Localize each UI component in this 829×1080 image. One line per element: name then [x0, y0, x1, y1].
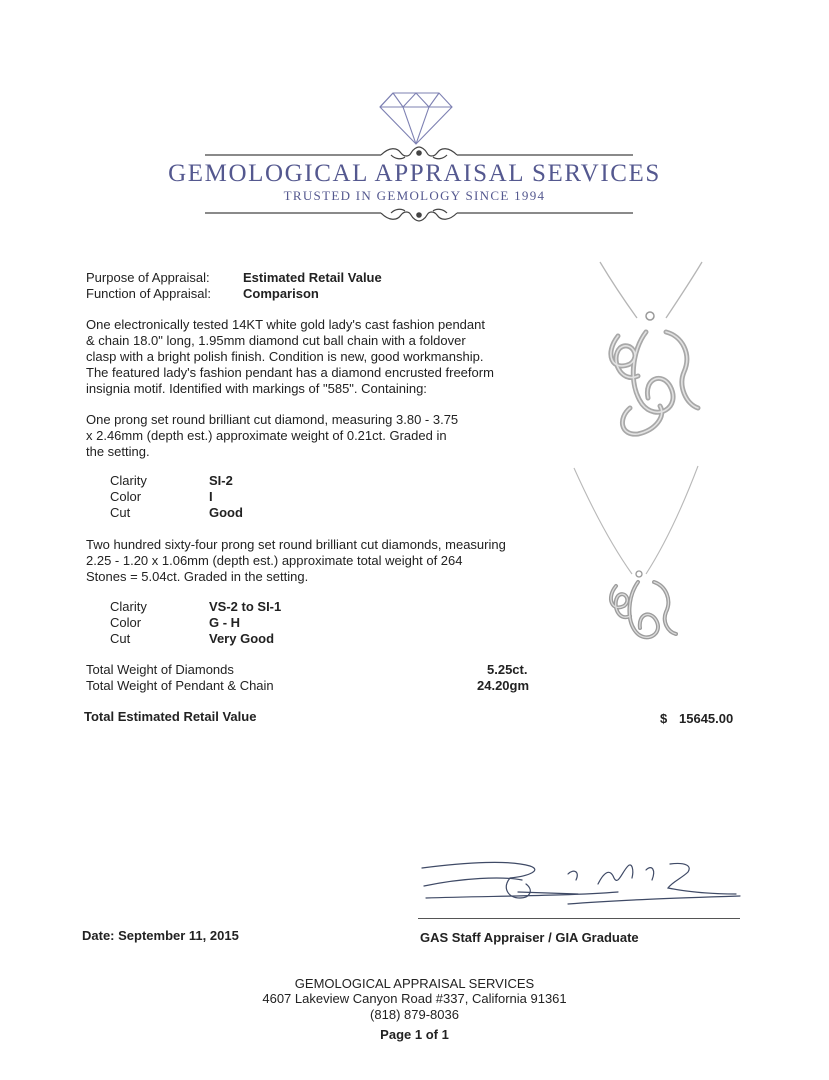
- center-clarity-label: Clarity: [110, 473, 147, 488]
- center-cut-label: Cut: [110, 505, 131, 520]
- total-diamond-weight-value: 5.25ct.: [487, 662, 528, 677]
- center-clarity-value: SI-2: [209, 473, 233, 488]
- total-diamond-weight-label: Total Weight of Diamonds: [86, 662, 234, 677]
- side-stones-description: [86, 537, 506, 585]
- description-line: One electronically tested 14KT white gold lady's cast fashion pendant: [86, 317, 485, 332]
- diamond-logo-icon: [378, 90, 454, 146]
- side-cut-label: Cut: [110, 631, 131, 646]
- function-value: Comparison: [243, 286, 319, 301]
- center-color-value: I: [209, 489, 213, 504]
- item-description: [86, 317, 494, 397]
- center-color-label: Color: [110, 489, 142, 504]
- function-label: Function of Appraisal:: [86, 286, 212, 301]
- description-line: The featured lady's fashion pendant has a diamond encrusted freeform: [86, 365, 494, 380]
- description-line: clasp with a bright polish finish. Condition is new, good workmanship.: [86, 349, 484, 364]
- company-tagline: TRUSTED IN GEMOLOGY SINCE 1994: [283, 188, 546, 203]
- pendant-photo-front: [590, 258, 705, 468]
- purpose-value: Estimated Retail Value: [243, 270, 382, 285]
- retail-value-label: Total Estimated Retail Value: [84, 709, 257, 724]
- description-line: insignia motif. Identified with markings of "585". Containing:: [86, 381, 427, 396]
- center-stone-line: One prong set round brilliant cut diamond, measuring 3.80 - 3.75: [86, 412, 459, 427]
- side-stones-line: Stones = 5.04ct. Graded in the setting.: [86, 569, 309, 584]
- footer-company: GEMOLOGICAL APPRAISAL SERVICES: [294, 976, 535, 991]
- bottom-ornament-rule: [205, 203, 633, 223]
- appraisal-date: Date: September 11, 2015: [82, 928, 239, 943]
- purpose-label: Purpose of Appraisal:: [86, 270, 210, 285]
- page-number: Page 1 of 1: [380, 1027, 449, 1042]
- pendant-photo-angle: [568, 462, 708, 662]
- side-stones-line: Two hundred sixty-four prong set round brilliant cut diamonds, measuring: [86, 537, 506, 552]
- center-stone-line: x 2.46mm (depth est.) approximate weight of 0.21ct. Graded in: [86, 428, 447, 443]
- total-pendant-weight-label: Total Weight of Pendant & Chain: [86, 678, 274, 693]
- signature-line: [418, 918, 740, 919]
- side-clarity-label: Clarity: [110, 599, 147, 614]
- total-pendant-weight-value: 24.20gm: [477, 678, 530, 693]
- company-name-title: GEMOLOGICAL APPRAISAL SERVICES: [168, 160, 661, 187]
- footer-phone: (818) 879-8036: [370, 1007, 459, 1022]
- center-stone-line: the setting.: [86, 444, 150, 459]
- retail-amount: 15645.00: [679, 711, 734, 726]
- side-color-label: Color: [110, 615, 142, 630]
- side-cut-value: Very Good: [209, 631, 275, 646]
- retail-currency: $: [660, 711, 668, 726]
- side-stones-line: 2.25 - 1.20 x 1.06mm (depth est.) approximate total weight of 264: [86, 553, 463, 568]
- description-line: & chain 18.0" long, 1.95mm diamond cut ball chain with a foldover: [86, 333, 466, 348]
- footer-address: 4607 Lakeview Canyon Road #337, California 91361: [262, 991, 567, 1006]
- side-color-value: G - H: [209, 615, 241, 630]
- center-stone-description: [86, 412, 458, 460]
- side-clarity-value: VS-2 to SI-1: [209, 599, 282, 614]
- appraiser-signature: [418, 852, 748, 922]
- appraiser-title: GAS Staff Appraiser / GIA Graduate: [420, 930, 639, 945]
- center-cut-value: Good: [209, 505, 243, 520]
